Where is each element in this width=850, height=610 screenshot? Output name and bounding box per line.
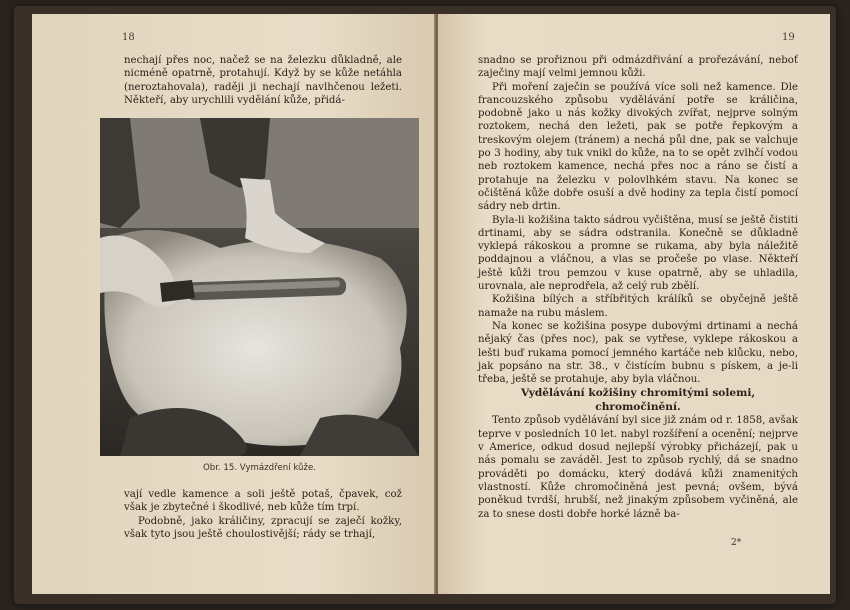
open-book <box>14 6 836 604</box>
paragraph: snadno se prořiznou při odmázdřivání a prořezávání, neboť zaječiny mají velmi jemnou kůži. <box>478 55 798 80</box>
left-top-text <box>124 54 402 107</box>
figure-caption: Obr. 15. Vymázdření kůže. <box>202 463 317 473</box>
paragraph: Tento způsob vydělávání byl sice již znám od r. 1858, avšak teprve v posledních 10 let. nabyl rozšíření a ocenění; nejprve v Americe, odkud dosud nejlepší výrobky přicházejí, pak u nás pomalu se zaváděl. Jest to způsob rychlý, dá se snadno prováděti po domácku, který dodává kůži znamenitých vlastností. Kůže chromočiněná jest pevná; ovšem, bývá poněkud tvrdší, hrubší, než jinakým způsobem vyčiněná, ale za to snese dosti dobře horké lázně ba- <box>478 415 798 520</box>
page-number-left: 18 <box>122 32 135 43</box>
right-main-text <box>478 54 798 521</box>
paragraph: Byla-li kožišina takto sádrou vyčištěna, musí se ještě čistiti drtinami, aby se sádra odstranila. Konečně se důkladně vyklepá rákoskou a promne se rukama, aby byla náležitě poddajnou a vláčnou, a vlas se pročeše po vlase. Někteří ještě kůži trou pemzou v kuse opatrně, aby se uhladila, urovnala, ale neprodřela, až celý rub zbělí. <box>478 214 798 293</box>
paragraph: Při moření zaječin se používá více soli než kamence. Dle francouzského způsobu vydělávání potře se králičina, podobně jako u nás kožky divokých zvířat, nejprve solným roztokem, nechá den ležeti, pak se potře řepkovým a treskovým olejem (tránem) a nechá půl dne, pak se vaĺchuje po 3 hodiny, aby tuk vnikl do kůže, na to se opět zvlhčí vodou neb roztokem kamence, nechá přes noc a ráno se čistí a protahuje na železku v polovlhkém stavu. Na konec se očištěná kůže dobře osuší a dvě hodiny za tepla čistí pomocí sádry neb drtin. <box>478 81 798 213</box>
paragraph: vají vedle kamence a soli ještě potaš, čpavek, což však je zbytečné i škodlivé, neb kůže tím trpí. <box>124 489 402 514</box>
figure-photo <box>100 118 419 456</box>
left-bottom-text <box>124 488 402 541</box>
left-page <box>32 14 436 594</box>
paragraph: Podobně, jako králičiny, zpracují se zaječí kožky, však tyto jsou ještě choulostivější; rády se trhají, <box>124 515 402 540</box>
paragraph: Kožišina bílých a stříbřitých králíků se obyčejně ještě namaže na rubu máslem. <box>478 294 798 319</box>
paragraph: nechají přes noc, načež se na železku důkladně, ale nicméně opatrně, protahují. Když by se kůže netáhla (neroztahovala), raději ji nechají navlhčenou ležeti. Někteří, aby urychlili vydělání kůže, přidá- <box>124 55 402 106</box>
page-number-right: 19 <box>782 32 795 43</box>
right-page <box>438 14 830 594</box>
fleshing-hide-photo <box>100 118 419 456</box>
signature-mark: 2* <box>731 538 742 548</box>
section-heading: Vydělávání kožišiny chromitými solemi, chromočinění. <box>520 387 756 414</box>
paragraph: Na konec se kožišina posype dubovými drtinami a nechá nějaký čas (přes noc), pak se vytřese, vyklepe rákoskou a lešti buď rukama pomocí jemného kartáče neb klůcku, nebo, jak popsáno na str. 38., v čistícím bubnu s pískem, a je-li třeba, ještě se protahuje, aby byla vláčnou. <box>478 320 798 386</box>
